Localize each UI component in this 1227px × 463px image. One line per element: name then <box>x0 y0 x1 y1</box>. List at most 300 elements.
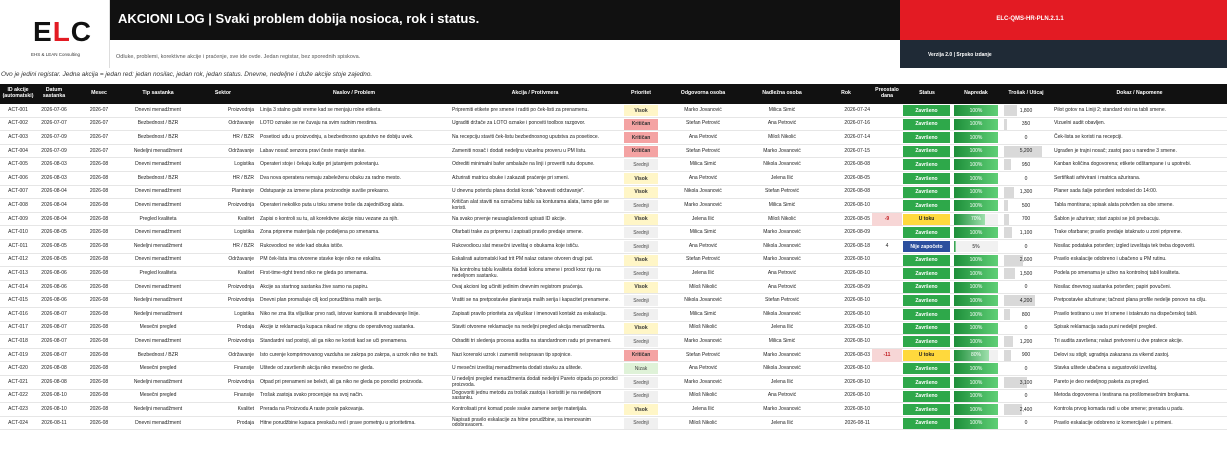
cell-rok: 2026-08-11 <box>844 419 870 426</box>
table-row[interactable] <box>0 240 1227 254</box>
status-badge[interactable]: Završeno <box>903 159 950 170</box>
cell-mesec: 2026-08 <box>89 419 109 426</box>
cell-mesec: 2026-08 <box>89 378 109 385</box>
table-row[interactable] <box>0 172 1227 186</box>
status-badge[interactable]: Završeno <box>903 309 950 320</box>
cell-dokaz: Kanban količina dogovorena; etikete odštampane i u upotrebi. <box>1054 161 1192 168</box>
progress-bar <box>954 241 998 252</box>
status-badge[interactable]: Završeno <box>903 363 950 374</box>
cell-sektor: Prodaja <box>236 324 254 331</box>
priority-badge: Srednji <box>624 391 658 402</box>
cell-mesec: 2026-07 <box>89 134 109 141</box>
cell-sektor: Proizvodnja <box>227 297 254 304</box>
cell-sektor: Logistika <box>234 310 254 317</box>
version-bar <box>900 40 1227 68</box>
table-row[interactable] <box>0 254 1227 268</box>
days-remaining <box>872 390 902 403</box>
cell-dokaz: Pravilo eskalacije odobreno iz komercijale i u primeni. <box>1054 419 1173 426</box>
cell-tip: Dnevni menadžment <box>135 338 181 345</box>
cell-tip: Nedeljni menadžment <box>133 147 183 154</box>
cell-tip: Bezbednost / BZR <box>137 134 179 141</box>
progress-value: 100% <box>969 202 983 209</box>
priority-badge: Visok <box>624 255 658 266</box>
table-row[interactable] <box>0 308 1227 322</box>
cost-value: 1,200 <box>1019 338 1033 345</box>
cell-mesec: 2026-07 <box>89 120 109 127</box>
cell-id: ACT-002 <box>8 120 28 127</box>
status-badge[interactable]: Završeno <box>903 173 950 184</box>
cell-sektor: Proizvodnja <box>227 378 254 385</box>
cell-id: ACT-013 <box>8 270 28 277</box>
cell-tip: Mesečni pregled <box>139 365 177 372</box>
progress-value: 70% <box>970 216 981 223</box>
status-badge[interactable]: Završeno <box>903 377 950 388</box>
cell-nadlezna: Ana Petrović <box>767 283 797 290</box>
cell-datum: 2026-08-07 <box>41 324 67 331</box>
cell-sektor: Održavanje <box>228 120 254 127</box>
progress-bar <box>954 227 998 238</box>
cell-id: ACT-021 <box>8 378 28 385</box>
days-remaining <box>872 417 902 430</box>
progress-value: 100% <box>969 379 983 386</box>
priority-badge: Kritičan <box>624 132 658 143</box>
cell-akcija: U dnevnu potvrdu plana dodati korak "obavesti održavanje". <box>452 188 585 195</box>
cell-akcija: Ofarbati trake za pripremu i zapisati pravilo predaje smene. <box>452 229 583 236</box>
cost-value: 700 <box>1021 216 1031 223</box>
priority-badge: Srednji <box>624 295 658 306</box>
cell-nadlezna: Ana Petrović <box>767 120 797 127</box>
cell-odgovorna: Jelena Ilić <box>691 406 715 413</box>
cell-datum: 2026-07-09 <box>41 134 67 141</box>
cell-naslov: Operateri stoje i čekaju kutije pri jutarnjem pokretanju. <box>260 161 380 168</box>
cell-odgovorna: Miloš Nikolić <box>689 392 717 399</box>
cell-dokaz: Pilot gotov na Liniji 2; standard visi na tabli smene. <box>1054 106 1167 113</box>
cell-rok: 2026-08-10 <box>844 324 870 331</box>
cost-value: 800 <box>1021 311 1031 318</box>
column-header[interactable]: Nadležna osoba <box>762 90 802 97</box>
progress-value: 100% <box>969 148 983 155</box>
status-badge[interactable]: U toku <box>903 350 950 361</box>
cell-naslov: PM ček-lista ima otvorene stavke koje niko ne eskalira. <box>260 256 382 263</box>
cell-tip: Mesečni pregled <box>139 324 177 331</box>
cell-akcija: U mesečni izveštaj menadžmenta dodati stavku za uštede. <box>452 365 583 372</box>
cell-akcija: Staviti otvorene reklamacije na nedeljni pregled akcija menadžmenta. <box>452 324 606 331</box>
cell-naslov: Labav nosač senzora pravi česte manje stanke. <box>260 147 366 154</box>
days-remaining <box>872 104 902 117</box>
cell-tip: Nedeljni menadžment <box>133 310 183 317</box>
cost-bar <box>1004 350 1048 361</box>
cell-sektor: Finansije <box>233 365 254 372</box>
column-header[interactable]: Akcija / Protivmera <box>511 90 559 97</box>
cell-dokaz: Vizuelni audit obavljen. <box>1054 120 1106 127</box>
status-badge[interactable]: Završeno <box>903 282 950 293</box>
progress-bar <box>954 323 998 334</box>
status-badge[interactable]: Završeno <box>903 404 950 415</box>
cell-mesec: 2026-08 <box>89 256 109 263</box>
cost-value: 0 <box>1024 284 1028 291</box>
page-title: AKCIONI LOG | Svaki problem dobija nosioca, rok i status. <box>118 11 480 26</box>
column-header[interactable]: Datum sastanka <box>42 87 66 99</box>
cell-tip: Dnevni menadžment <box>135 161 181 168</box>
cell-rok: 2026-08-10 <box>844 297 870 304</box>
status-badge[interactable]: Završeno <box>903 187 950 198</box>
status-badge[interactable]: Završeno <box>903 227 950 238</box>
cell-naslov: Dnevni plan promašuje cilj kod porudžbina malih serija. <box>260 297 383 304</box>
progress-value: 100% <box>969 121 983 128</box>
status-badge[interactable]: Završeno <box>903 295 950 306</box>
cost-value: 4,200 <box>1019 297 1033 304</box>
cost-value: 0 <box>1024 365 1028 372</box>
cell-rok: 2026-08-09 <box>844 229 870 236</box>
priority-badge: Visok <box>624 214 658 225</box>
status-badge[interactable]: Završeno <box>903 200 950 211</box>
priority-badge: Visok <box>624 323 658 334</box>
cell-dokaz: Pravilo eskalacije odobreno i ubačeno u PM rutinu. <box>1054 256 1167 263</box>
priority-badge: Visok <box>624 105 658 116</box>
priority-badge: Kritičan <box>624 350 658 361</box>
cost-value: 500 <box>1021 202 1031 209</box>
priority-badge: Visok <box>624 282 658 293</box>
cell-akcija: Kritičan alat staviti na označenu tablu sa konturama alata, tamo gde se koristi. <box>452 199 609 211</box>
cell-dokaz: Spisak reklamacija sada puni nedeljni pregled. <box>1054 324 1157 331</box>
version-label: Verzija 2.0 | Srpsko izdanje <box>928 52 992 58</box>
status-badge[interactable]: Završeno <box>903 119 950 130</box>
cell-odgovorna: Marko Jovanović <box>684 338 722 345</box>
cell-mesec: 2026-08 <box>89 174 109 181</box>
cell-tip: Bezbednost / BZR <box>137 174 179 181</box>
priority-badge: Srednji <box>624 336 658 347</box>
cell-datum: 2026-08-07 <box>41 338 67 345</box>
cell-nadlezna: Stefan Petrović <box>765 297 799 304</box>
progress-bar <box>954 173 998 184</box>
table-row[interactable] <box>0 118 1227 132</box>
cell-rok: 2026-08-10 <box>844 202 870 209</box>
cell-rok: 2026-08-10 <box>844 270 870 277</box>
column-header[interactable]: Napredak <box>964 90 988 97</box>
days-remaining <box>872 267 902 280</box>
cell-datum: 2026-08-03 <box>41 161 67 168</box>
subtitle-bar <box>110 40 900 68</box>
cell-nadlezna: Milica Simić <box>768 106 796 113</box>
table-row[interactable] <box>0 104 1227 118</box>
column-header[interactable]: Mesec <box>91 90 107 97</box>
progress-value: 100% <box>969 229 983 236</box>
cell-tip: Nedeljni menadžment <box>133 378 183 385</box>
cell-nadlezna: Milica Simić <box>768 202 796 209</box>
table-row[interactable] <box>0 267 1227 281</box>
cell-rok: 2026-08-10 <box>844 338 870 345</box>
cell-odgovorna: Nikola Jovanović <box>684 188 722 195</box>
cell-datum: 2026-07-09 <box>41 147 67 154</box>
cell-nadlezna: Marko Jovanović <box>763 229 801 236</box>
cell-id: ACT-003 <box>8 134 28 141</box>
cell-rok: 2026-08-03 <box>844 351 870 358</box>
table-row[interactable] <box>0 158 1227 172</box>
column-header[interactable]: Tip sastanka <box>142 90 174 97</box>
cell-nadlezna: Nikola Jovanović <box>763 242 801 249</box>
table-row[interactable] <box>0 294 1227 308</box>
table-row[interactable] <box>0 322 1227 336</box>
status-badge[interactable]: Završeno <box>903 268 950 279</box>
table-row[interactable] <box>0 390 1227 404</box>
progress-bar <box>954 159 998 170</box>
cell-sektor: Proizvodnja <box>227 106 254 113</box>
cell-datum: 2026-08-10 <box>41 392 67 399</box>
cost-bar <box>1004 377 1048 388</box>
priority-badge: Srednji <box>624 309 658 320</box>
cell-akcija: Napisati pravilo eskalacije za hitne porudžbine, sa imenovanim odobravacem. <box>452 417 591 429</box>
cell-rok: 2026-08-10 <box>844 392 870 399</box>
status-badge[interactable]: U toku <box>903 214 950 225</box>
table-row[interactable] <box>0 199 1227 213</box>
progress-bar <box>954 404 998 415</box>
cell-mesec: 2026-08 <box>89 161 109 168</box>
cell-id: ACT-017 <box>8 324 28 331</box>
table-row[interactable] <box>0 417 1227 431</box>
cost-value: 1,500 <box>1019 270 1033 277</box>
priority-badge: Srednji <box>624 418 658 429</box>
cell-tip: Pregled kvaliteta <box>139 215 177 222</box>
cell-dokaz: Sertifikati arhivirani i matrica ažurirana. <box>1054 174 1141 181</box>
status-badge[interactable]: Završeno <box>903 418 950 429</box>
cell-dokaz: Metoda dogovorena i testirana na prošlomesečnim brojkama. <box>1054 392 1190 399</box>
cell-rok: 2026-08-10 <box>844 365 870 372</box>
cell-rok: 2026-08-08 <box>844 161 870 168</box>
cell-datum: 2026-08-10 <box>41 406 67 413</box>
cell-nadlezna: Jelena Ilić <box>770 324 794 331</box>
cell-tip: Dnevni menadžment <box>135 283 181 290</box>
progress-bar <box>954 132 998 143</box>
cell-dokaz: Planer sada šalje potvrđeni redosled do 14:00. <box>1054 188 1158 195</box>
cell-dokaz: Nosilac dnevnog sastanka potvrđen; papiri povučeni. <box>1054 283 1172 290</box>
cell-rok: 2026-07-24 <box>844 106 870 113</box>
cell-naslov: Rukovodioci ne vide kad obuka ističe. <box>260 242 344 249</box>
cell-dokaz: Tabla montirana; spisak alata potvrđen sa obe smene. <box>1054 202 1174 209</box>
cell-naslov: Linija 3 stalno gubi vreme kad se menjaju rolne etiketa. <box>260 106 382 113</box>
cell-nadlezna: Jelena Ilić <box>770 419 794 426</box>
status-badge[interactable]: Završeno <box>903 132 950 143</box>
priority-badge: Kritičan <box>624 146 658 157</box>
priority-badge: Srednji <box>624 159 658 170</box>
cost-value: 350 <box>1021 121 1031 128</box>
days-remaining: 4 <box>885 242 889 249</box>
cell-sektor: Logistika <box>234 161 254 168</box>
status-badge[interactable]: Završeno <box>903 323 950 334</box>
column-header[interactable]: Trošak / Uticaj <box>1008 90 1044 97</box>
cell-nadlezna: Marko Jovanović <box>763 256 801 263</box>
cell-dokaz: Pravilo testirano u sve tri smene i istaknuto na dispečerskoj tabli. <box>1054 310 1198 317</box>
table-row[interactable] <box>0 376 1227 390</box>
document-code-bar <box>900 0 1227 40</box>
cost-bar <box>1004 309 1048 320</box>
progress-value: 100% <box>969 365 983 372</box>
cost-bar <box>1004 214 1048 225</box>
progress-bar <box>954 200 998 211</box>
cell-id: ACT-024 <box>8 419 28 426</box>
cell-id: ACT-019 <box>8 351 28 358</box>
progress-bar <box>954 350 998 361</box>
cost-value: 2,400 <box>1019 406 1033 413</box>
page-subtitle: Odluke, problemi, korektivne akcije i praćenje, sve ide ovde. Jedan registar, bez sporednih spiskova. <box>116 54 361 60</box>
priority-badge: Srednji <box>624 241 658 252</box>
status-badge[interactable]: Završeno <box>903 255 950 266</box>
column-header[interactable]: ID akcije (automatski) <box>2 87 34 99</box>
status-badge[interactable]: Završeno <box>903 105 950 116</box>
column-header[interactable]: Preostalo dana <box>875 87 899 99</box>
cell-dokaz: Nosilac podataka potvrđen; izgled izveštaja tek treba dogovoriti. <box>1054 242 1196 249</box>
cell-mesec: 2026-08 <box>89 338 109 345</box>
cell-tip: Mesečni pregled <box>139 392 177 399</box>
cell-tip: Bezbednost / BZR <box>137 351 179 358</box>
title-bar <box>110 0 900 40</box>
cell-mesec: 2026-08 <box>89 392 109 399</box>
cell-id: ACT-022 <box>8 392 28 399</box>
cell-datum: 2026-08-04 <box>41 188 67 195</box>
cell-odgovorna: Miloš Nikolić <box>689 324 717 331</box>
cell-nadlezna: Marko Jovanović <box>763 147 801 154</box>
priority-badge: Visok <box>624 187 658 198</box>
days-remaining <box>872 226 902 239</box>
cell-sektor: HR / BZR <box>232 134 254 141</box>
column-header[interactable]: Rok <box>841 90 851 97</box>
cost-bar <box>1004 323 1048 334</box>
days-remaining <box>872 131 902 144</box>
cell-akcija: Nazi korenski uzrok i zameniti neispravan tip spojnice. <box>452 351 572 358</box>
cell-naslov: Otpad pri prenameni se beleži, ali ga niko ne gleda po porodici proizvoda. <box>260 378 423 385</box>
status-badge[interactable]: Završeno <box>903 391 950 402</box>
cell-nadlezna: Milica Simić <box>768 338 796 345</box>
cell-akcija: Dogovoriti jednu metodu za trošak zastoja i koristiti je na nedeljnom sastanku. <box>452 389 602 402</box>
priority-badge: Srednji <box>624 227 658 238</box>
logo-subtitle: EHS & LEAN Consulting <box>31 52 81 57</box>
table-row[interactable] <box>0 335 1227 349</box>
cost-value: 0 <box>1024 134 1028 141</box>
cost-value: 950 <box>1021 161 1031 168</box>
table-row[interactable] <box>0 213 1227 227</box>
status-badge[interactable]: Završeno <box>903 336 950 347</box>
cost-value: 0 <box>1024 243 1028 250</box>
cell-nadlezna: Marko Jovanović <box>763 406 801 413</box>
cell-odgovorna: Stefan Petrović <box>686 120 720 127</box>
progress-bar <box>954 363 998 374</box>
cell-akcija: Odrediti minimalni bafer ambalaže na linji i proveriti rutu dopune. <box>452 161 595 168</box>
table-row[interactable] <box>0 403 1227 417</box>
days-remaining <box>872 294 902 307</box>
cell-odgovorna: Jelena Ilić <box>691 215 715 222</box>
table-row[interactable] <box>0 349 1227 363</box>
cost-bar <box>1004 241 1048 252</box>
days-remaining <box>872 254 902 267</box>
cell-rok: 2026-08-09 <box>844 283 870 290</box>
cell-tip: Bezbednost / BZR <box>137 120 179 127</box>
cell-akcija: Ovaj akcioni log učiniti jedinim dnevnim registrom praćenja. <box>452 283 584 290</box>
cell-odgovorna: Miloš Nikolić <box>689 419 717 426</box>
cell-rok: 2026-08-10 <box>844 310 870 317</box>
cell-dokaz: Kontrola prvog komada radi u obe smene; prerada u padu. <box>1054 406 1184 413</box>
cell-odgovorna: Stefan Petrović <box>686 351 720 358</box>
table-row[interactable] <box>0 131 1227 145</box>
column-header[interactable]: Odgovorna osoba <box>680 90 726 97</box>
cell-naslov: Akcije sa startnog sastanka žive samo na papiru. <box>260 283 369 290</box>
cell-id: ACT-008 <box>8 202 28 209</box>
cell-id: ACT-011 <box>8 242 28 249</box>
days-remaining <box>872 158 902 171</box>
cell-sektor: Planiranje <box>231 188 254 195</box>
days-remaining <box>872 172 902 185</box>
progress-value: 100% <box>969 406 983 413</box>
cell-id: ACT-012 <box>8 256 28 263</box>
table-row[interactable] <box>0 145 1227 159</box>
cell-rok: 2026-08-10 <box>844 406 870 413</box>
cell-naslov: Operateri nekoliko puta u toku smene troše da zajedničkog alata. <box>260 202 404 209</box>
progress-value: 100% <box>969 311 983 318</box>
cell-tip: Dnevni menadžment <box>135 188 181 195</box>
cell-rok: 2026-07-15 <box>844 147 870 154</box>
days-remaining <box>872 308 902 321</box>
cell-akcija: Na svako prvenje neusaglašenosti upisati ID akcije. <box>452 215 566 222</box>
column-header[interactable]: Sektor <box>214 90 232 97</box>
table-row[interactable] <box>0 226 1227 240</box>
cell-datum: 2026-08-11 <box>41 419 67 426</box>
progress-bar <box>954 214 998 225</box>
cell-dokaz: Ugrađen je trajni nosač; zastoj pao u naredne 3 smene. <box>1054 147 1177 154</box>
progress-value: 100% <box>969 161 983 168</box>
status-badge[interactable]: Nije započeto <box>903 241 950 252</box>
cell-nadlezna: Ana Petrović <box>767 270 797 277</box>
table-row[interactable] <box>0 362 1227 376</box>
cell-odgovorna: Milica Simić <box>689 161 717 168</box>
cell-odgovorna: Marko Jovanović <box>684 106 722 113</box>
priority-badge: Srednji <box>624 200 658 211</box>
days-remaining <box>872 362 902 375</box>
cell-odgovorna: Ana Petrović <box>688 134 718 141</box>
column-header[interactable]: Dokaz / Napomene <box>1116 90 1163 97</box>
cell-id: ACT-001 <box>8 106 28 113</box>
cell-naslov: Standardni rad postoji, ali ga niko ne koristi kad se uči prenamena. <box>260 338 408 345</box>
cell-dokaz: Šablon je ažuriran; stari zapisi se još prebacuju. <box>1054 215 1160 222</box>
cost-bar <box>1004 146 1048 157</box>
cell-mesec: 2026-08 <box>89 365 109 372</box>
cell-id: ACT-023 <box>8 406 28 413</box>
cell-mesec: 2026-08 <box>89 229 109 236</box>
column-header[interactable]: Prioritet <box>631 90 651 97</box>
progress-value: 100% <box>969 420 983 427</box>
cell-nadlezna: Nikola Jovanović <box>763 365 801 372</box>
cell-akcija: U nedeljni pregled menadžmenta dodati nedeljni Pareto otpada po porodici proizvoda. <box>452 376 618 388</box>
cell-datum: 2026-08-08 <box>41 378 67 385</box>
cell-akcija: Pripremiti etikete pre smene i raditi po ček-listi za prenamenu. <box>452 106 589 113</box>
table-row[interactable] <box>0 186 1227 200</box>
column-header[interactable]: Naslov / Problem <box>332 90 376 97</box>
days-remaining <box>872 118 902 131</box>
priority-badge: Srednji <box>624 377 658 388</box>
cost-bar <box>1004 418 1048 429</box>
cost-bar <box>1004 391 1048 402</box>
cell-datum: 2026-08-07 <box>41 310 67 317</box>
cell-nadlezna: Nikola Jovanović <box>763 310 801 317</box>
table-row[interactable] <box>0 281 1227 295</box>
company-logo <box>0 0 110 68</box>
cell-sektor: HR / BZR <box>232 242 254 249</box>
cell-dokaz: Delovi su stigli; ugradnja zakazana za vikend zastoj. <box>1054 351 1170 358</box>
cell-id: ACT-018 <box>8 338 28 345</box>
status-badge[interactable]: Završeno <box>903 146 950 157</box>
column-header[interactable]: Status <box>919 90 935 97</box>
page-header <box>0 0 1227 68</box>
cell-naslov: Niko ne zna šta viljuškar prvo radi, istovar kamiona ili snabdevanje linije. <box>260 310 420 317</box>
cell-akcija: Ažurirati matricu obuke i zakazati praćenje pri smeni. <box>452 174 569 181</box>
cost-bar <box>1004 132 1048 143</box>
